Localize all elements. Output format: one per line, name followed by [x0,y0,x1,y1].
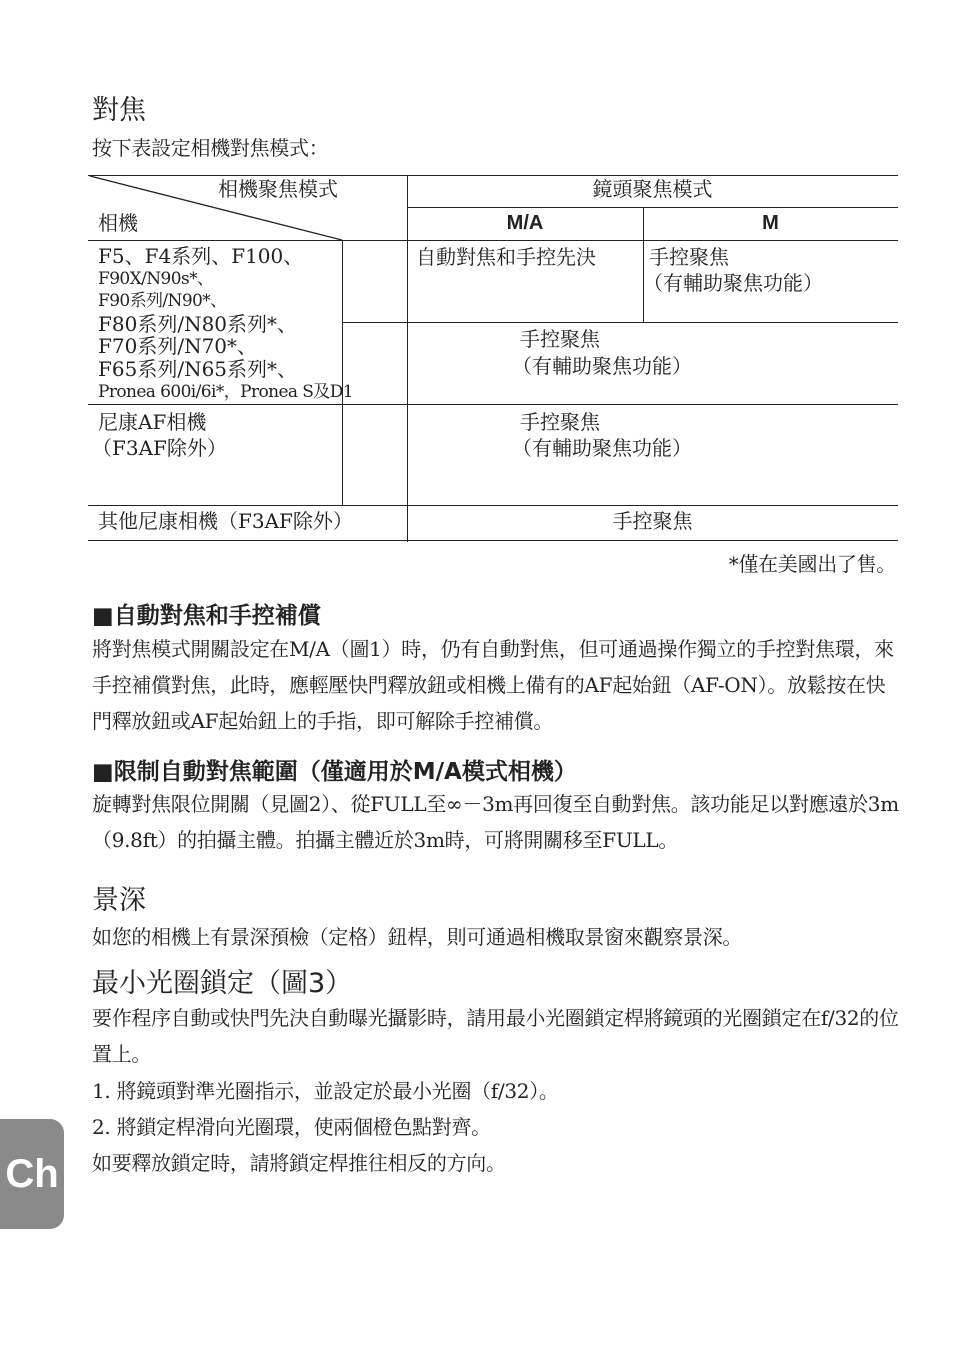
dof-body: 如您的相機上有景深預檢（定格）鈕桿，則可通過相機取景窗來觀察景深。 [92,925,743,949]
row1a-ma-value: 自動對焦和手控先決 [416,245,596,269]
af-override-title: ■自動對焦和手控補償 [92,603,321,629]
chapter-tab [0,1119,64,1229]
lens-focus-mode-header: 鏡頭聚焦模式 [592,177,713,201]
row1b-value-line1: 手控聚焦 [520,327,600,351]
row1-camera-list [98,245,353,403]
chapter-tab-label: Ch [5,1151,59,1196]
col-m-header: M [762,212,779,234]
camera-header: 相機 [98,211,138,235]
camera-line: F90系列/N90*、 [98,291,227,312]
focus-intro: 按下表設定相機對焦模式： [92,136,329,160]
af-limit-body: 旋轉對焦限位開關（見圖2）、從FULL至∞－3m再回復至自動對焦。該功能足以對應遠於3m（9.8ft）的拍攝主體。拍攝主體近於3m時，可將開關移至FULL。 [92,792,899,852]
camera-line: F90X/N90s*、 [98,268,214,289]
camera-focus-mode-header: 相機聚焦模式 [218,177,338,201]
row3-camera: 其他尼康相機（F3AF除外） [98,509,353,533]
focus-mode-table [88,175,898,542]
row2-camera-line1: 尼康AF相機 [98,410,207,434]
row2-value-line1: 手控聚焦 [520,410,600,434]
camera-line: F65系列/N65系列*、 [98,356,298,381]
camera-line: F5、F4系列、F100、 [98,244,304,268]
camera-line: F80系列/N80系列*、 [98,311,298,336]
row1a-m-value-line2: （有輔助聚焦功能） [643,271,823,295]
aperture-lock-release: 如要釋放鎖定時，請將鎖定桿推往相反的方向。 [92,1151,506,1175]
af-override-body: 將對焦模式開關設定在M/A（圖1）時，仍有自動對焦，但可通過操作獨立的手控對焦環，來手控補償對焦，此時，應輕壓快門釋放鈕或相機上備有的AF起始鈕（AF-ON）。放鬆按在快門釋放鈕或AF起始鈕上的手指，即可解除手控補償。 [92,637,894,733]
camera-line: F70系列/N70*、 [98,334,258,359]
dof-title: 景深 [92,885,146,916]
row1b-value-line2: （有輔助聚焦功能） [512,354,692,378]
table-footnote: *僅在美國出了售。 [728,552,896,576]
af-limit-title: ■限制自動對焦範圍（僅適用於M/A模式相機） [92,759,577,785]
row1a-m-value-line1: 手控聚焦 [649,245,729,269]
row2-value-line2: （有輔助聚焦功能） [512,436,692,460]
aperture-lock-body: 要作程序自動或快門先決自動曝光攝影時，請用最小光圈鎖定桿將鏡頭的光圈鎖定在f/32的位置上。 [92,1006,899,1066]
row3-value: 手控聚焦 [612,509,693,533]
row2-camera-line2: （F3AF除外） [92,436,227,460]
focus-title: 對焦 [92,95,146,126]
camera-line: Pronea 600i/6i*，Pronea S及D1 [98,381,353,402]
aperture-lock-step2: 2. 將鎖定桿滑向光圈環，使兩個橙色點對齊。 [92,1115,491,1139]
col-ma-header: M/A [506,212,544,234]
aperture-lock-title: 最小光圈鎖定（圖3） [92,968,353,999]
aperture-lock-step1: 1. 將鏡頭對準光圈指示，並設定於最小光圈（f/32）。 [92,1079,559,1103]
